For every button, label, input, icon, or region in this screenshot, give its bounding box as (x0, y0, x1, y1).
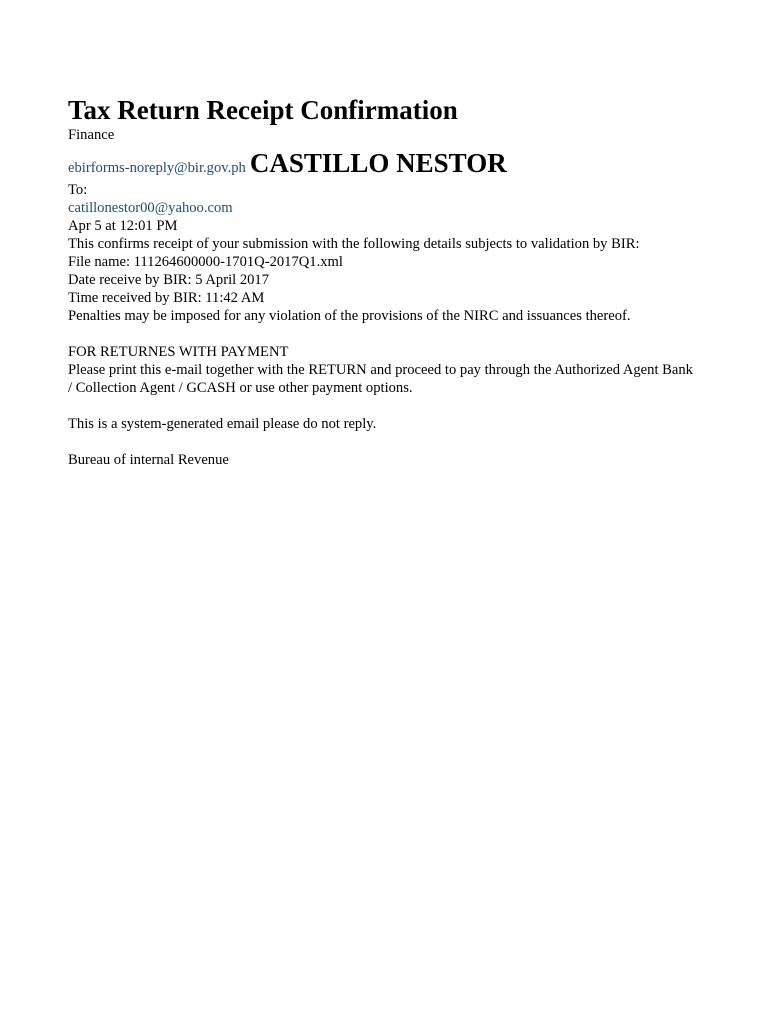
body-intro: This confirms receipt of your submission with the following details subjects to validation by BIR: (68, 236, 640, 252)
email-date: Apr 5 at 12:01 PM (68, 218, 178, 234)
email-document (68, 94, 708, 469)
email-folder: Finance (68, 127, 115, 143)
payment-heading: FOR RETURNES WITH PAYMENT (68, 344, 289, 360)
system-note: This is a system-generated email please do not reply. (68, 416, 377, 432)
spacer (68, 397, 708, 415)
recipient-email-link[interactable]: catillonestor00@yahoo.com (68, 200, 233, 216)
email-subject: Tax Return Receipt Confirmation (68, 95, 458, 125)
sender-name: CASTILLO NESTOR (249, 148, 507, 178)
spacer (68, 325, 708, 343)
body-date-received: Date receive by BIR: 5 April 2017 (68, 272, 270, 288)
body-penalties: Penalties may be imposed for any violation of the provisions of the NIRC and issuances thereof. (68, 308, 631, 324)
sender-email-link[interactable]: ebirforms-noreply@bir.gov.ph (68, 160, 246, 176)
signature: Bureau of internal Revenue (68, 452, 229, 468)
body-time-received: Time received by BIR: 11:42 AM (68, 290, 265, 306)
spacer (68, 433, 708, 451)
body-file-name: File name: 111264600000-1701Q-2017Q1.xml (68, 254, 343, 270)
payment-instructions: Please print this e-mail together with the RETURN and proceed to pay through the Authorized Agent Bank / Collection Agent / GCASH or use other payment options. (68, 362, 693, 396)
to-label: To: (68, 182, 88, 198)
sender-row (68, 147, 708, 181)
